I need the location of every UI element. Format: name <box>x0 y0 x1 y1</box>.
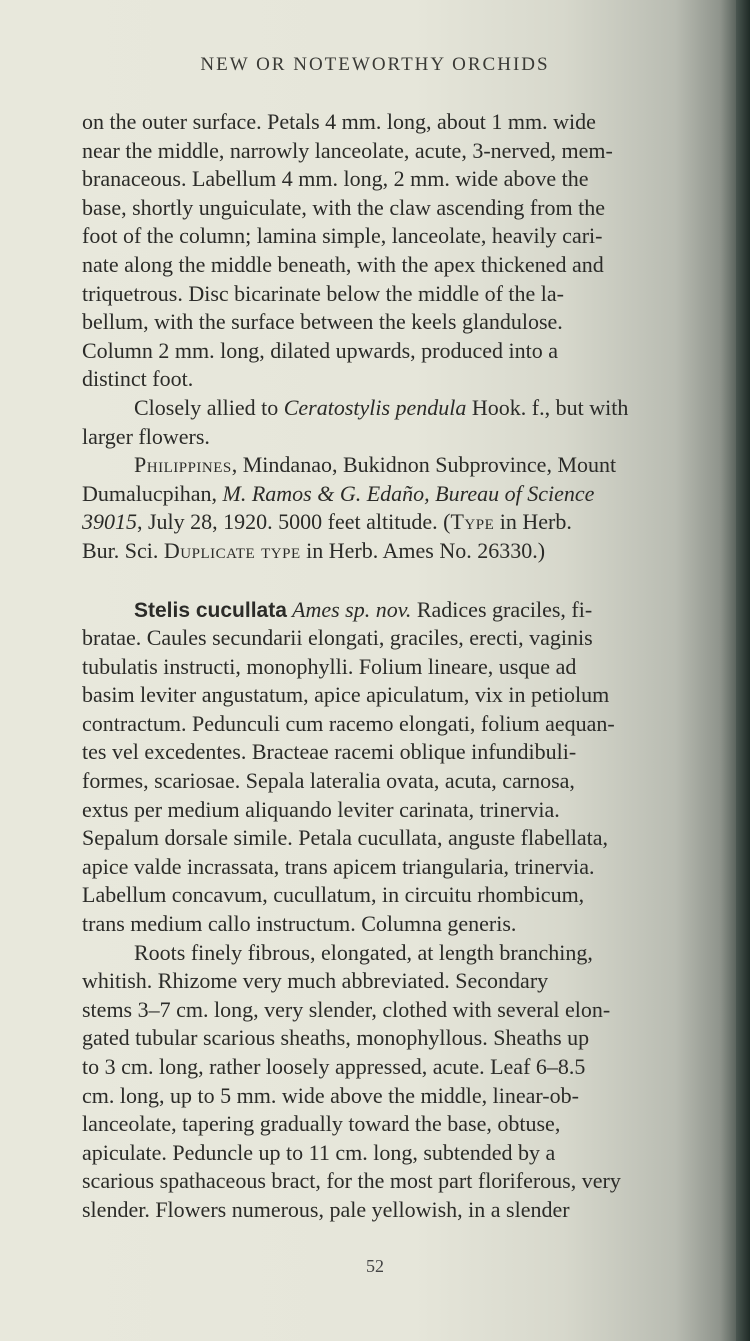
text-line <box>82 537 732 566</box>
text-line <box>82 394 732 423</box>
species-authority: Ames sp. nov. <box>286 596 412 622</box>
text-line: basim leviter angustatum, apice apiculatum, vix in petiolum <box>82 682 610 708</box>
text-line: apice valde incrassata, trans apicem triangularia, trinervia. <box>82 853 595 879</box>
text-line: nate along the middle beneath, with the apex thickened and <box>82 251 604 277</box>
text-run: Bur. Sci. <box>82 537 164 563</box>
text-line: Column 2 mm. long, dilated upwards, produced into a <box>82 337 558 363</box>
text-line: apiculate. Peduncle up to 11 cm. long, subtended by a <box>82 1139 556 1165</box>
text-line: lanceolate, tapering gradually toward the base, obtuse, <box>82 1111 561 1137</box>
text-line: to 3 cm. long, rather loosely appressed, acute. Leaf 6–8.5 <box>82 1054 586 1079</box>
text-line: distinct foot. <box>82 366 194 392</box>
text-line: slender. Flowers numerous, pale yellowish, in a slender <box>82 1196 570 1222</box>
text-line: tes vel excedentes. Bracteae racemi oblique infundibuli- <box>82 739 577 765</box>
text-line: Sepalum dorsale simile. Petala cucullata, anguste flabellata, <box>82 825 608 851</box>
text-line: Labellum concavum, cucullatum, in circuitu rhombicum, <box>82 882 585 908</box>
type-label: Type <box>450 509 495 535</box>
text-line: base, shortly unguiculate, with the claw ascending from the <box>82 194 605 220</box>
book-spine-shadow <box>736 0 750 1341</box>
text-line: larger flowers. <box>82 423 210 449</box>
text-line <box>82 508 732 537</box>
text-line: near the middle, narrowly lanceolate, acute, 3-nerved, mem- <box>82 137 613 163</box>
text-line: whitish. Rhizome very much abbreviated. Secondary <box>82 968 549 994</box>
text-line: bratae. Caules secundarii elongati, graciles, erecti, vaginis <box>82 625 593 651</box>
locality: Philippines <box>134 452 232 478</box>
body-text <box>82 108 732 1225</box>
text-run: Dumalucpihan, <box>82 480 223 506</box>
text-line: stems 3–7 cm. long, very slender, clothed with several elon- <box>82 996 611 1022</box>
text-run: Hook. f., but with <box>466 394 629 420</box>
collector: M. Ramos & G. Edaño, Bureau of Science <box>222 480 595 506</box>
text-line: tubulatis instructi, monophylli. Folium lineare, usque ad <box>82 653 577 679</box>
duplicate-type-label: Duplicate type <box>163 537 301 563</box>
text-line: formes, scariosae. Sepala lateralia ovata, acuta, carnosa, <box>82 768 575 794</box>
text-run: Radices graciles, fi- <box>411 596 593 622</box>
collection-number: 39015 <box>82 509 137 535</box>
text-run: , July 28, 1920. 5000 feet altitude. ( <box>137 509 451 535</box>
text-run: in Herb. Ames No. 26330.) <box>300 537 546 563</box>
text-line: contractum. Pedunculi cum racemo elongati, folium aequan- <box>82 710 615 736</box>
running-head: NEW OR NOTEWORTHY ORCHIDS <box>200 54 550 75</box>
text-line: scarious spathaceous bract, for the most part floriferous, very <box>82 1168 621 1194</box>
species-name: Ceratostylis pendula <box>283 394 467 420</box>
text-line: foot of the column; lamina simple, lanceolate, heavily cari- <box>82 223 603 249</box>
text-line <box>82 451 732 480</box>
text-line: Roots finely fibrous, elongated, at length branching, <box>134 939 593 965</box>
text-run: , Mindanao, Bukidnon Subprovince, Mount <box>231 452 617 478</box>
text-line: gated tubular scarious sheaths, monophyllous. Sheaths up <box>82 1025 590 1051</box>
page-number: 52 <box>366 1256 384 1276</box>
text-line <box>82 480 732 509</box>
text-line: cm. long, up to 5 mm. wide above the middle, linear-ob- <box>82 1082 579 1108</box>
text-line <box>82 596 732 625</box>
text-line: extus per medium aliquando leviter carinata, trinervia. <box>82 796 560 822</box>
species-heading: Stelis cucullata <box>134 598 287 622</box>
text-line: branaceous. Labellum 4 mm. long, 2 mm. wide above the <box>82 166 589 192</box>
text-run: in Herb. <box>494 509 572 535</box>
text-line: bellum, with the surface between the keels glandulose. <box>82 309 563 335</box>
section-gap <box>82 566 732 596</box>
text-run: Closely allied to <box>134 394 284 420</box>
text-line: on the outer surface. Petals 4 mm. long, about 1 mm. wide <box>82 109 596 134</box>
text-line: triquetrous. Disc bicarinate below the middle of the la- <box>82 280 565 306</box>
text-line: trans medium callo instructum. Columna generis. <box>82 911 517 937</box>
